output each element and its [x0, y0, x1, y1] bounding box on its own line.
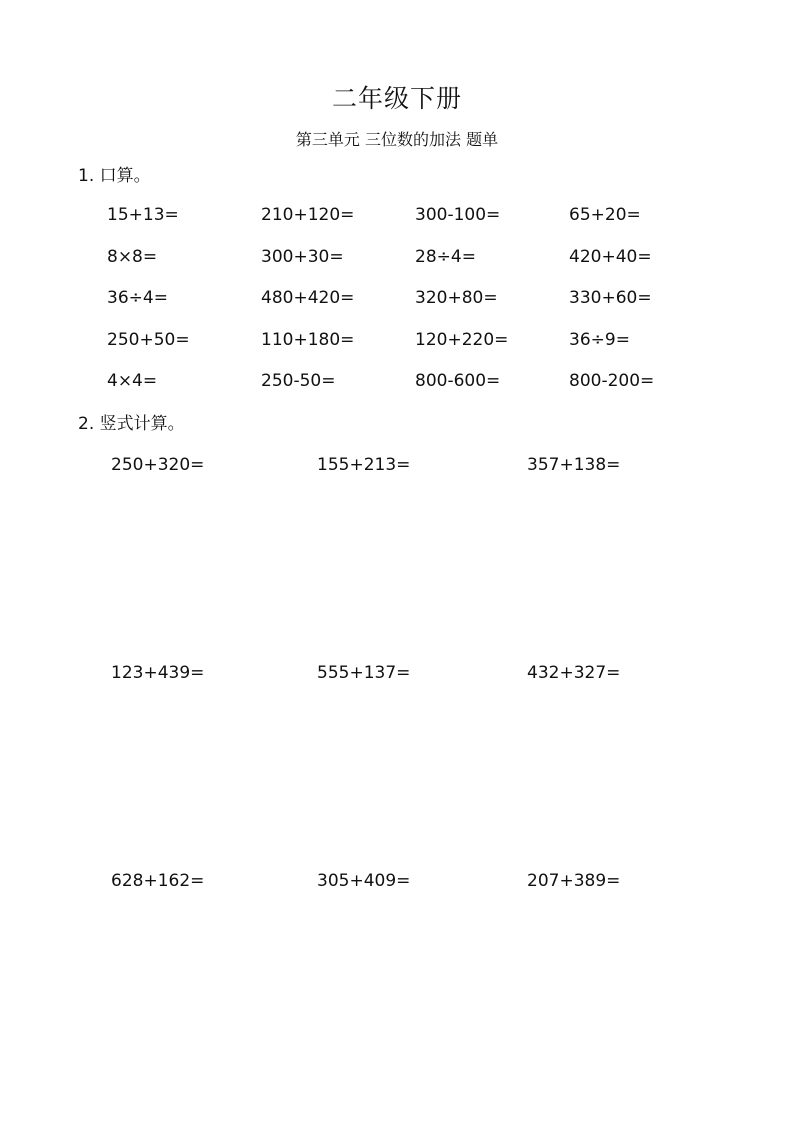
vertical-problem: 305+409= — [317, 871, 411, 891]
oral-row — [107, 245, 727, 287]
oral-problem: 800-600= — [415, 371, 501, 391]
oral-calculation-grid — [107, 203, 727, 411]
vertical-row — [111, 869, 671, 1077]
oral-row — [107, 203, 727, 245]
oral-problem: 15+13= — [107, 205, 179, 225]
section-vertical-title: 2. 竖式计算。 — [78, 414, 185, 434]
vertical-problem: 432+327= — [527, 663, 621, 683]
oral-problem: 300+30= — [261, 246, 344, 267]
oral-problem: 300-100= — [415, 205, 501, 225]
oral-problem: 800-200= — [569, 371, 655, 391]
oral-problem: 250-50= — [261, 371, 336, 391]
vertical-problem: 555+137= — [317, 663, 411, 683]
vertical-problem: 123+439= — [111, 663, 205, 683]
vertical-problem: 628+162= — [111, 871, 205, 891]
oral-problem: 36÷4= — [107, 288, 168, 308]
vertical-problem: 207+389= — [527, 871, 621, 891]
oral-problem: 65+20= — [569, 205, 641, 225]
oral-problem: 330+60= — [569, 288, 652, 308]
page-subtitle: 第三单元 三位数的加法 题单 — [295, 130, 499, 149]
oral-problem: 120+220= — [415, 329, 509, 350]
oral-problem: 320+80= — [415, 288, 498, 308]
page-title: 二年级下册 — [331, 84, 462, 113]
oral-problem: 8×8= — [107, 246, 158, 267]
oral-row — [107, 369, 727, 411]
oral-row — [107, 328, 727, 370]
vertical-row — [111, 661, 671, 869]
oral-problem: 210+120= — [261, 205, 355, 225]
section-oral-title: 1. 口算。 — [78, 166, 151, 186]
oral-problem: 110+180= — [261, 329, 355, 350]
oral-problem: 250+50= — [107, 329, 190, 350]
vertical-problem: 155+213= — [317, 455, 411, 475]
oral-problem: 4×4= — [107, 371, 158, 391]
vertical-problem: 250+320= — [111, 455, 205, 475]
vertical-calculation-grid — [111, 453, 671, 1077]
oral-row — [107, 286, 727, 328]
oral-problem: 28÷4= — [415, 246, 476, 267]
vertical-row — [111, 453, 671, 661]
oral-problem: 420+40= — [569, 246, 652, 267]
oral-problem: 480+420= — [261, 288, 355, 308]
vertical-problem: 357+138= — [527, 455, 621, 475]
oral-problem: 36÷9= — [569, 329, 630, 350]
